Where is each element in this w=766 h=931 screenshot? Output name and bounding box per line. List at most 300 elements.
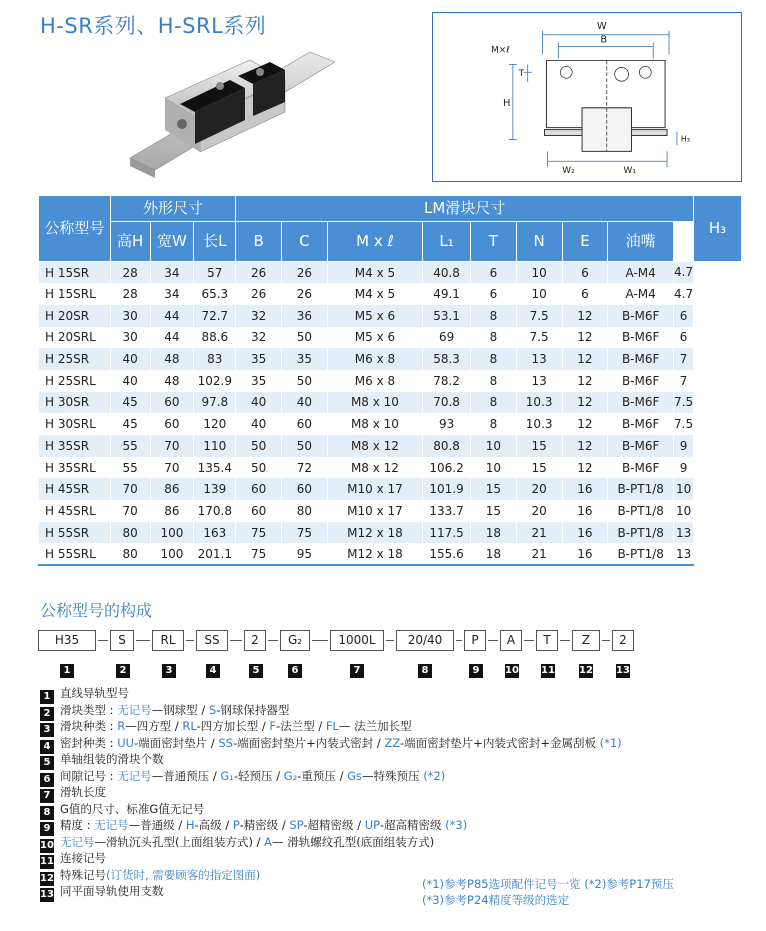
table-cell: 6 (471, 283, 517, 305)
legend-text: 无记号 (117, 768, 152, 783)
table-cell: 88.6 (194, 327, 236, 349)
table-cell: 10 (471, 457, 517, 479)
table-cell: 101.9 (423, 478, 471, 500)
code-box: A (500, 630, 522, 651)
model-cell: H 15SR (39, 262, 111, 284)
code-box: G₂ (280, 630, 310, 651)
legend-number: 3 (40, 723, 54, 737)
legend-text: 特殊记号 (60, 867, 106, 882)
table-cell: 50 (282, 435, 328, 457)
table-cell: 75 (236, 522, 282, 544)
legend-text: F (269, 719, 277, 733)
legend-text: SS (218, 735, 233, 750)
legend-text: 单轴组装的滑块个数 (60, 752, 164, 766)
table-cell: 8 (471, 413, 517, 435)
model-cell: H 20SRL (39, 327, 111, 349)
table-cell: 78.2 (423, 370, 471, 392)
legend-number: 13 (40, 889, 54, 900)
table-cell: 26 (236, 262, 282, 284)
legend-text: A (264, 834, 273, 849)
legend-text: 直线导轨型号 (60, 686, 129, 700)
legend-number: 6 (40, 773, 54, 787)
code-number-badge: 8 (418, 664, 432, 678)
legend-text: 无记号 (94, 818, 129, 832)
code-number-badge: 4 (206, 664, 220, 678)
legend-text: UP (364, 818, 380, 832)
table-cell: M5 x 6 (327, 305, 422, 327)
table-cell: 44 (150, 305, 194, 327)
table-cell: 12 (562, 305, 608, 327)
table-cell: B-M6F (608, 457, 674, 479)
legend-text: 同平面导轨使用支数 (60, 884, 164, 898)
legend-text: S (208, 702, 217, 717)
table-cell: M12 x 18 (327, 543, 422, 565)
table-row (39, 522, 742, 544)
legend-text: G₁ (220, 768, 234, 783)
table-cell: 72.7 (194, 305, 236, 327)
table-cell: 100 (150, 522, 194, 544)
table-cell: B-PT1/8 (608, 500, 674, 522)
code-separator (186, 640, 194, 641)
table-cell: 13 (674, 522, 694, 544)
table-cell: 48 (150, 370, 194, 392)
legend-text: 精度 : (60, 818, 95, 832)
legend-text: 滑轨长度 (60, 785, 106, 799)
table-cell: 36 (282, 305, 328, 327)
table-cell: 110 (194, 435, 236, 457)
table-cell: 40 (110, 348, 150, 370)
legend-text: 滑块类型 : (60, 702, 118, 717)
table-cell: 21 (516, 522, 562, 544)
table-cell: 135.4 (194, 457, 236, 479)
legend-item (40, 686, 129, 704)
code-number-badge: 1 (60, 664, 74, 678)
legend-item (40, 703, 289, 721)
table-cell: 13 (516, 370, 562, 392)
legend-text: (*2) (423, 768, 446, 783)
code-box: SS (196, 630, 228, 651)
table-cell: 12 (562, 370, 608, 392)
table-cell: M4 x 5 (327, 283, 422, 305)
table-cell: 15 (516, 457, 562, 479)
table-cell: 32 (236, 327, 282, 349)
page-title: H-SR系列、H-SRL系列 (40, 14, 267, 38)
legend-text: 密封种类 : (60, 735, 118, 750)
table-cell: 48 (150, 348, 194, 370)
table-cell: M6 x 8 (327, 348, 422, 370)
legend-text: (*1) (599, 735, 622, 750)
table-cell: M5 x 6 (327, 327, 422, 349)
table-cell: 75 (282, 522, 328, 544)
table-cell: 93 (423, 413, 471, 435)
header-h: 高H (110, 222, 150, 262)
code-separator (230, 640, 242, 641)
table-cell: 106.2 (423, 457, 471, 479)
table-cell: 10 (516, 262, 562, 284)
code-separator (488, 640, 498, 641)
model-cell: H 20SR (39, 305, 111, 327)
table-cell: 21 (516, 543, 562, 565)
header-oil: 油嘴 (608, 222, 674, 262)
model-cell: H 35SRL (39, 457, 111, 479)
code-box: 20/40 (396, 630, 454, 651)
table-cell: 30 (110, 305, 150, 327)
code-number-badge: 9 (469, 664, 483, 678)
code-box: S (110, 630, 134, 651)
table-cell: 20 (516, 500, 562, 522)
code-separator (312, 640, 328, 641)
legend-text: -精密级 / (239, 818, 290, 832)
code-box: 2 (244, 630, 266, 651)
table-cell: M10 x 17 (327, 478, 422, 500)
table-cell: 10 (516, 283, 562, 305)
table-cell: 97.8 (194, 392, 236, 414)
table-cell: B-M6F (608, 370, 674, 392)
table-cell: 12 (562, 327, 608, 349)
code-separator (386, 640, 394, 641)
table-cell: 7.5 (516, 305, 562, 327)
model-cell: H 15SRL (39, 283, 111, 305)
code-title: 公称型号的构成 (40, 601, 153, 620)
table-row (39, 370, 742, 392)
legend-text: —普通级 / (128, 818, 186, 832)
table-row (39, 543, 742, 565)
table-cell: 70 (110, 500, 150, 522)
legend-number: 8 (40, 806, 54, 820)
table-cell: 40 (236, 413, 282, 435)
legend-item (40, 719, 412, 737)
legend-text: —四方型 / (125, 719, 183, 733)
note-2: (*3)参考P24精度等级的选定 (422, 893, 570, 907)
table-cell: B-PT1/8 (608, 478, 674, 500)
table-row (39, 283, 742, 305)
legend-item (40, 736, 622, 754)
legend-text: G值的尺寸、标准G值无记号 (60, 801, 205, 816)
table-cell: 120 (194, 413, 236, 435)
table-cell: 8 (471, 327, 517, 349)
table-cell: 12 (562, 435, 608, 457)
table-cell: 12 (562, 348, 608, 370)
table-cell: 50 (282, 370, 328, 392)
table-cell: 18 (471, 543, 517, 565)
table-cell: 18 (471, 522, 517, 544)
table-cell: 83 (194, 348, 236, 370)
legend-text: -重预压 / (297, 768, 348, 783)
table-cell: 8 (471, 305, 517, 327)
table-cell: B-M6F (608, 392, 674, 414)
table-cell: M8 x 12 (327, 435, 422, 457)
table-cell: 26 (282, 262, 328, 284)
table-cell: 16 (562, 478, 608, 500)
table-cell: 30 (110, 327, 150, 349)
table-cell: M6 x 8 (327, 370, 422, 392)
table-cell: 55 (110, 457, 150, 479)
table-row (39, 500, 742, 522)
table-cell: 35 (236, 370, 282, 392)
table-cell: 117.5 (423, 522, 471, 544)
table-cell: 26 (236, 283, 282, 305)
code-number-badge: 7 (350, 664, 364, 678)
code-separator (602, 640, 610, 641)
table-cell: 10 (471, 435, 517, 457)
table-cell: M8 x 10 (327, 392, 422, 414)
legend-number: 4 (40, 740, 54, 754)
table-cell: 6 (562, 262, 608, 284)
table-cell: 102.9 (194, 370, 236, 392)
legend-number: 7 (40, 789, 54, 803)
code-number-badge: 11 (541, 665, 555, 676)
table-cell: 55 (110, 435, 150, 457)
table-cell: 155.6 (423, 543, 471, 565)
code-number-badge: 10 (505, 665, 519, 676)
dim-w1-label: W₁ (623, 166, 636, 177)
table-cell: 60 (150, 392, 194, 414)
legend-text: H (185, 818, 195, 832)
legend-text: —特殊预压 (362, 768, 424, 783)
legend-number: 5 (40, 756, 54, 770)
table-cell: 50 (282, 327, 328, 349)
legend-text: Gs (347, 768, 363, 783)
table-cell: B-M6F (608, 435, 674, 457)
dim-b-label: B (600, 34, 608, 46)
code-separator (98, 640, 108, 641)
table-cell: 86 (150, 500, 194, 522)
header-w: 宽W (150, 222, 194, 262)
table-row (39, 305, 742, 327)
table-cell: 70 (110, 478, 150, 500)
legend-item (40, 868, 260, 886)
model-cell: H 45SR (39, 478, 111, 500)
legend-text: -法兰型 / (276, 719, 326, 733)
table-cell: 10.3 (516, 413, 562, 435)
table-cell: 58.3 (423, 348, 471, 370)
table-cell: 4.7 (674, 283, 694, 305)
table-cell: 163 (194, 522, 236, 544)
table-row (39, 457, 742, 479)
table-cell: 40 (110, 370, 150, 392)
model-cell: H 55SR (39, 522, 111, 544)
header-outer: 外形尺寸 (110, 196, 236, 222)
table-cell: 13 (516, 348, 562, 370)
table-cell: 6 (471, 262, 517, 284)
code-separator (560, 640, 570, 641)
table-cell: 53.1 (423, 305, 471, 327)
spec-table (38, 195, 742, 566)
table-cell: 34 (150, 283, 194, 305)
table-cell: 80 (110, 543, 150, 565)
legend-text: 无记号 (117, 702, 152, 717)
legend-text: -高级 / (194, 818, 233, 832)
table-cell: 80.8 (423, 435, 471, 457)
legend-text: (订货时, 需要顾客的指定图面) (106, 867, 261, 882)
legend-number: 10 (40, 839, 54, 851)
table-cell: 75 (236, 543, 282, 565)
table-cell: 72 (282, 457, 328, 479)
table-cell: 16 (562, 543, 608, 565)
table-cell: 65.3 (194, 283, 236, 305)
note-1: (*1)参考P85选项配件记号一览 (*2)参考P17预压 (422, 877, 674, 891)
table-cell: M4 x 5 (327, 262, 422, 284)
code-box: 1000L (330, 630, 384, 651)
table-cell: 50 (236, 457, 282, 479)
dim-w2-label: W₂ (562, 166, 575, 177)
code-separator (524, 640, 534, 641)
table-cell: 45 (110, 392, 150, 414)
table-cell: 10 (674, 500, 694, 522)
table-cell: 6 (562, 283, 608, 305)
table-cell: 8 (471, 370, 517, 392)
legend-text: R (117, 719, 126, 733)
legend-text: RL (182, 719, 197, 733)
linear-guide-photo (120, 40, 350, 180)
table-cell: B-M6F (608, 305, 674, 327)
code-separator (456, 640, 462, 641)
table-cell: 34 (150, 262, 194, 284)
header-lm: LM滑块尺寸 (236, 196, 694, 222)
legend-number: 9 (40, 822, 54, 836)
table-cell: 40 (236, 392, 282, 414)
header-t: T (471, 222, 517, 262)
legend-text: P (232, 818, 240, 832)
table-cell: 16 (562, 500, 608, 522)
table-cell: 12 (562, 392, 608, 414)
table-cell: 15 (516, 435, 562, 457)
table-row (39, 327, 742, 349)
legend-item (40, 835, 434, 853)
table-cell: 15 (471, 478, 517, 500)
table-cell: 80 (110, 522, 150, 544)
header-model: 公称型号 (39, 196, 111, 262)
table-cell: 7.5 (674, 413, 694, 435)
legend-item (40, 818, 467, 836)
legend-text: (*3) (445, 818, 468, 832)
table-cell: 12 (562, 413, 608, 435)
table-cell: 133.7 (423, 500, 471, 522)
legend-number: 1 (40, 690, 54, 704)
table-cell: 60 (282, 478, 328, 500)
table-cell: 60 (282, 413, 328, 435)
legend-text: 间隙记号 : (60, 768, 118, 783)
dim-h3-label: H₃ (680, 134, 690, 144)
legend-item (40, 769, 445, 787)
table-cell: 26 (282, 283, 328, 305)
table-cell: 7 (674, 370, 694, 392)
model-cell: H 25SR (39, 348, 111, 370)
header-e: E (562, 222, 608, 262)
legend-number: 2 (40, 707, 54, 721)
table-row (39, 262, 742, 284)
code-box: 2 (612, 630, 634, 651)
legend-text: -超高精密级 (379, 818, 446, 832)
dim-ml-label: M×ℓ (491, 45, 510, 56)
table-cell: 15 (471, 500, 517, 522)
model-cell: H 30SR (39, 392, 111, 414)
table-cell: 70 (150, 457, 194, 479)
dim-t-label: T (518, 69, 525, 80)
table-cell: B-PT1/8 (608, 543, 674, 565)
table-cell: 9 (674, 457, 694, 479)
table-cell: 60 (150, 413, 194, 435)
legend-text: — 滑轨螺纹孔型(底面组装方式) (272, 834, 435, 849)
legend-text: -钢球保持器型 (216, 702, 290, 717)
table-cell: 6 (674, 305, 694, 327)
legend-text: FL (325, 719, 339, 733)
table-cell: 9 (674, 435, 694, 457)
table-cell: M10 x 17 (327, 500, 422, 522)
legend-text: UU (117, 735, 135, 750)
legend-text: -端面密封垫片 / (134, 735, 219, 750)
table-cell: 10 (674, 478, 694, 500)
table-cell: 50 (236, 435, 282, 457)
model-cell: H 35SR (39, 435, 111, 457)
table-cell: 7.5 (516, 327, 562, 349)
legend-item (40, 802, 204, 820)
legend-text: —钢球型 / (151, 702, 209, 717)
header-m: M x ℓ (327, 222, 422, 262)
legend-item (40, 884, 164, 902)
legend-item (40, 752, 164, 770)
table-cell: 35 (236, 348, 282, 370)
table-row (39, 392, 742, 414)
legend-text: 滑块种类 : (60, 719, 118, 733)
dim-w-label: W (596, 20, 607, 32)
table-cell: 57 (194, 262, 236, 284)
header-n: N (516, 222, 562, 262)
header-l1: L₁ (423, 222, 471, 262)
table-cell: 69 (423, 327, 471, 349)
table-cell: 95 (282, 543, 328, 565)
table-cell: A-M4 (608, 262, 674, 284)
legend-number: 11 (40, 856, 54, 867)
dim-h-label: H (503, 97, 511, 109)
table-cell: 6 (674, 327, 694, 349)
table-cell: 70 (150, 435, 194, 457)
legend-text: —滑轨沉头孔型(上面组装方式) / (94, 834, 265, 849)
code-number-badge: 5 (249, 664, 263, 678)
table-cell: 8 (471, 392, 517, 414)
legend-text: G₂ (283, 768, 298, 783)
legend-text: 无记号 (60, 834, 95, 849)
table-cell: 8 (471, 348, 517, 370)
table-cell: 49.1 (423, 283, 471, 305)
header-l: 长L (194, 222, 236, 262)
table-cell: 86 (150, 478, 194, 500)
table-cell: B-M6F (608, 348, 674, 370)
table-cell: 60 (236, 478, 282, 500)
table-cell: 40.8 (423, 262, 471, 284)
header-h3: H₃ (694, 196, 742, 262)
table-cell: 32 (236, 305, 282, 327)
code-separator (268, 640, 278, 641)
table-cell: 100 (150, 543, 194, 565)
legend-text: -端面密封垫片+内装式密封+金属刮板 (400, 735, 600, 750)
code-number-badge: 3 (162, 664, 176, 678)
table-cell: 7.5 (674, 392, 694, 414)
legend-item (40, 785, 106, 803)
model-cell: H 45SRL (39, 500, 111, 522)
table-cell: 80 (282, 500, 328, 522)
table-cell: M8 x 10 (327, 413, 422, 435)
table-cell: 170.8 (194, 500, 236, 522)
table-cell: B-M6F (608, 327, 674, 349)
code-number-badge: 13 (616, 665, 630, 676)
legend-text: 连接记号 (60, 851, 106, 865)
table-cell: 40 (282, 392, 328, 414)
model-cell: H 30SRL (39, 413, 111, 435)
code-box: H35 (38, 630, 96, 651)
table-cell: 201.1 (194, 543, 236, 565)
legend-text: -轻预压 / (233, 768, 284, 783)
